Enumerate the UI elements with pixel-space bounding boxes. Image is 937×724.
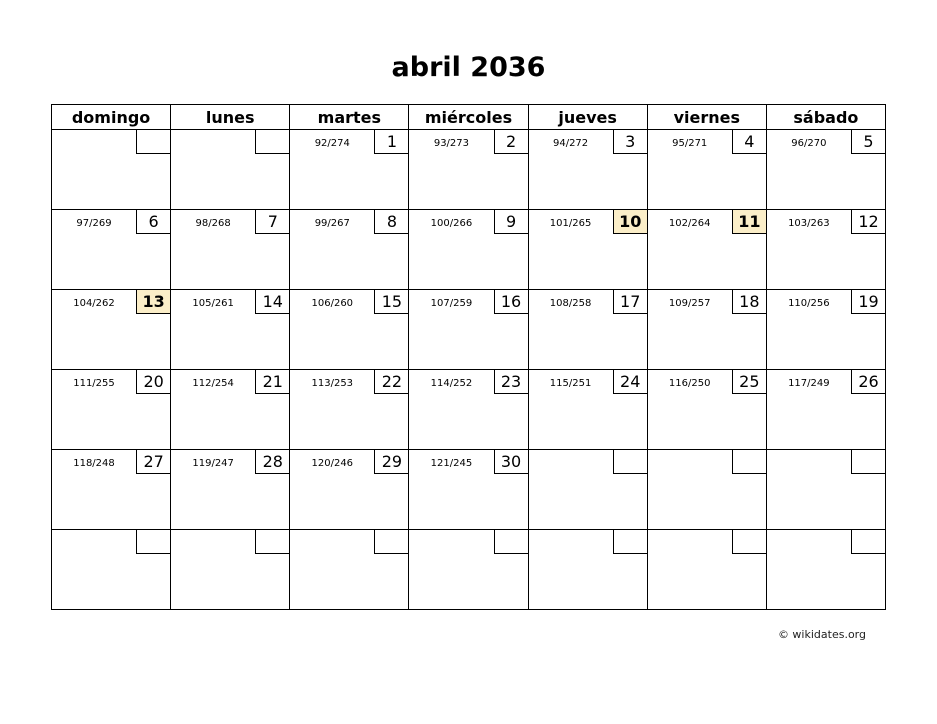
day-cell: [647, 130, 766, 210]
weekday-header: miércoles: [409, 105, 528, 130]
day-cell: [409, 450, 528, 530]
day-of-year: 105/261: [192, 298, 234, 309]
weekday-header: jueves: [528, 105, 647, 130]
day-of-year: 109/257: [668, 298, 711, 309]
day-number: 9: [494, 210, 528, 234]
day-cell: [171, 290, 290, 370]
day-number: 3: [613, 130, 647, 154]
day-number-highlighted: 11: [732, 210, 766, 234]
day-cell: [766, 130, 885, 210]
day-cell: [766, 370, 885, 450]
day-of-year: 121/245: [430, 458, 473, 469]
day-number: 30: [494, 450, 528, 474]
day-cell: [52, 130, 171, 210]
day-of-year: 117/249: [788, 378, 830, 389]
day-number: 18: [732, 290, 766, 314]
day-number: [374, 530, 408, 554]
day-of-year: 119/247: [192, 458, 234, 469]
day-cell: [171, 530, 290, 610]
day-cell: [409, 370, 528, 450]
day-cell: [647, 450, 766, 530]
day-cell: [171, 450, 290, 530]
day-number: [851, 450, 885, 474]
weekday-header: viernes: [647, 105, 766, 130]
day-of-year: 108/258: [549, 298, 592, 309]
day-cell: [766, 450, 885, 530]
day-of-year: 97/269: [76, 218, 112, 229]
day-cell: [409, 530, 528, 610]
day-cell: [290, 210, 409, 290]
weekday-header-row: [52, 105, 886, 130]
week-row: [52, 450, 886, 530]
day-of-year: 99/267: [314, 218, 350, 229]
day-cell: [647, 210, 766, 290]
day-number: 15: [374, 290, 408, 314]
day-number-highlighted: 13: [136, 290, 170, 314]
day-number: [255, 530, 289, 554]
weekday-header: martes: [290, 105, 409, 130]
day-cell: [528, 530, 647, 610]
day-number: 20: [136, 370, 170, 394]
day-number: 7: [255, 210, 289, 234]
week-row: [52, 290, 886, 370]
day-cell: [52, 370, 171, 450]
day-number: 21: [255, 370, 289, 394]
day-number: [136, 530, 170, 554]
calendar-title: abril 2036: [391, 52, 546, 83]
day-cell: [290, 290, 409, 370]
day-number: [732, 450, 766, 474]
day-cell: [647, 370, 766, 450]
day-of-year: 103/263: [788, 218, 830, 229]
day-number: 28: [255, 450, 289, 474]
day-number: [732, 530, 766, 554]
footer-credit: © wikidates.org: [777, 628, 866, 641]
day-number: 25: [732, 370, 766, 394]
day-of-year: 95/271: [672, 138, 708, 149]
day-of-year: 96/270: [791, 138, 827, 149]
day-cell: [171, 370, 290, 450]
day-number: 8: [374, 210, 408, 234]
day-cell: [528, 450, 647, 530]
day-of-year: 112/254: [192, 378, 234, 389]
day-of-year: 118/248: [73, 458, 115, 469]
weekday-header: sábado: [766, 105, 885, 130]
day-number: [136, 130, 170, 154]
day-of-year: 116/250: [668, 378, 711, 389]
day-number: 24: [613, 370, 647, 394]
day-number: 17: [613, 290, 647, 314]
day-number: [613, 450, 647, 474]
day-number: 6: [136, 210, 170, 234]
day-cell: [766, 210, 885, 290]
day-number: 22: [374, 370, 408, 394]
day-cell: [290, 530, 409, 610]
day-of-year: 100/266: [430, 218, 473, 229]
day-number-highlighted: 10: [613, 210, 647, 234]
day-cell: [647, 530, 766, 610]
day-number: 16: [494, 290, 528, 314]
day-number: 19: [851, 290, 885, 314]
day-number: [494, 530, 528, 554]
day-cell: [409, 290, 528, 370]
day-number: 2: [494, 130, 528, 154]
day-number: 12: [851, 210, 885, 234]
day-number: 26: [851, 370, 885, 394]
day-of-year: 115/251: [549, 378, 592, 389]
week-row: [52, 210, 886, 290]
day-cell: [52, 290, 171, 370]
day-cell: [766, 290, 885, 370]
day-number: 5: [851, 130, 885, 154]
day-of-year: 92/274: [314, 138, 350, 149]
day-number: 1: [374, 130, 408, 154]
day-of-year: 120/246: [311, 458, 354, 469]
day-of-year: 102/264: [668, 218, 711, 229]
day-of-year: 107/259: [430, 298, 473, 309]
day-of-year: 113/253: [311, 378, 354, 389]
day-number: 23: [494, 370, 528, 394]
day-number: [255, 130, 289, 154]
day-cell: [528, 210, 647, 290]
day-of-year: 111/255: [73, 378, 115, 389]
day-cell: [528, 290, 647, 370]
day-cell: [290, 130, 409, 210]
day-cell: [290, 370, 409, 450]
day-of-year: 94/272: [552, 138, 589, 149]
day-number: [851, 530, 885, 554]
day-number: 14: [255, 290, 289, 314]
day-number: 4: [732, 130, 766, 154]
day-of-year: 93/273: [433, 138, 470, 149]
day-number: [613, 530, 647, 554]
day-of-year: 114/252: [430, 378, 473, 389]
day-of-year: 106/260: [311, 298, 354, 309]
day-of-year: 104/262: [73, 298, 115, 309]
day-number: 27: [136, 450, 170, 474]
day-cell: [766, 530, 885, 610]
day-of-year: 98/268: [195, 218, 231, 229]
week-row: [52, 370, 886, 450]
day-cell: [528, 130, 647, 210]
weekday-header: lunes: [171, 105, 290, 130]
week-row: [52, 530, 886, 610]
day-of-year: 110/256: [788, 298, 830, 309]
day-cell: [647, 290, 766, 370]
day-number: 29: [374, 450, 408, 474]
week-row: [52, 130, 886, 210]
calendar-grid: [51, 104, 886, 610]
day-cell: [409, 130, 528, 210]
day-cell: [290, 450, 409, 530]
day-cell: [171, 130, 290, 210]
day-cell: [528, 370, 647, 450]
day-cell: [171, 210, 290, 290]
day-of-year: 101/265: [549, 218, 592, 229]
weekday-header: domingo: [52, 105, 171, 130]
day-cell: [52, 210, 171, 290]
day-cell: [409, 210, 528, 290]
day-cell: [52, 450, 171, 530]
day-cell: [52, 530, 171, 610]
